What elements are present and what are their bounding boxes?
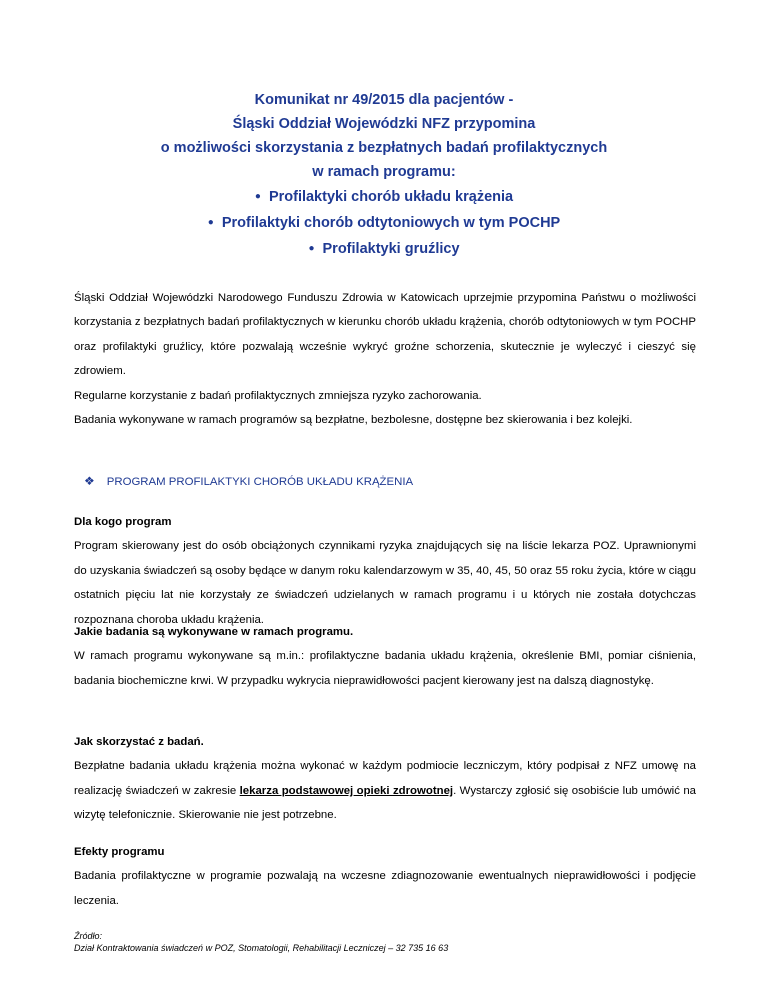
program-heading: ❖ PROGRAM PROFILAKTYKI CHORÓB UKŁADU KRĄŻENIA [84,474,414,488]
poz-link[interactable]: lekarza podstawowej opieki zdrowotnej [239,784,454,797]
who-text: Program skierowany jest do osób obciążonych czynnikami ryzyka znajdujących się na liście lekarza POZ. Uprawnionymi do uzyskania świadczeń są osoby będące w danym roku kalendarzowym w 35, 40, 45, 50 oraz 55 roku życia, które w ciągu ostatnich pięciu lat nie korzystały ze świadczeń udzielanych w ramach programu i u których nie została dotychczas rozpoznana choroba układu krążenia. [74,540,696,626]
bullet-icon: ● [308,243,315,254]
announcement-header [74,88,694,262]
tests-text: W ramach programu wykonywane są m.in.: profilaktyczne badania układu krążenia, określenie BMI, pomiar ciśnienia, badania biochemiczne krwi. W przypadku wykrycia nieprawidłowości pacjent kierowany jest na dalszą diagnostykę. [74,650,696,687]
who-section [74,510,696,632]
intro-paragraph-3: Badania wykonywane w ramach programów są bezpłatne, bezbolesne, dostępne bez skierowania i bez kolejki. [74,414,633,427]
program-list-item: ● Profilaktyki chorób układu krążenia [254,189,514,205]
tests-section [74,620,696,693]
bullet-icon: ● [254,191,261,202]
program-list [74,184,694,262]
tests-title: Jakie badania są wykonywane w ramach programu. [74,626,354,638]
footer-department: Dział Kontraktowania świadczeń w POZ, Stomatologii, Rehabilitacji Leczniczej – 32 735 16 63 [74,943,449,953]
intro-section [74,286,696,432]
diamond-bullet-icon: ❖ [84,474,95,488]
how-title: Jak skorzystać z badań. [74,736,204,748]
header-line-4: w ramach programu: [312,164,456,180]
intro-paragraph-2: Regularne korzystanie z badań profilaktycznych zmniejsza ryzyko zachorowania. [74,389,482,402]
intro-paragraph-1: Śląski Oddział Wojewódzki Narodowego Funduszu Zdrowia w Katowicach uprzejmie przypomina Państwu o możliwości korzystania z bezpłatnych badań profilaktycznych w kierunku chorób układu krążenia, chorób odtytoniowych w tym POCHP oraz profilaktyki gruźlicy, które pozwalają wcześnie wykryć groźne schorzenia, skutecznie je wyleczyć i cieszyć się zdrowiem. [74,292,696,378]
header-line-1: Komunikat nr 49/2015 dla pacjentów - [254,92,514,108]
effects-text: Badania profilaktyczne w programie pozwalają na wczesne zdiagnozowanie ewentualnych nieprawidłowości i podjęcie leczenia. [74,870,696,907]
bullet-icon: ● [207,217,214,228]
effects-section [74,840,696,913]
program-list-item: ● Profilaktyki gruźlicy [308,241,460,257]
footer-label: Źródło: [74,931,103,941]
effects-title: Efekty programu [74,846,165,858]
who-title: Dla kogo program [74,516,172,528]
header-line-3: o możliwości skorzystania z bezpłatnych badań profilaktycznych [160,140,608,156]
program-list-item: ● Profilaktyki chorób odtytoniowych w tym POCHP [207,215,561,231]
how-text: Bezpłatne badania układu krążenia można wykonać w każdym podmiocie leczniczym, który podpisał z NFZ umowę na realizację świadczeń w zakresie lekarza podstawowej opieki zdrowotnej. Wystarczy zgłosić się osobiście lub umówić na wizytę telefonicznie. Skierowanie nie jest potrzebne. [74,760,696,822]
header-line-2: Śląski Oddział Wojewódzki NFZ przypomina [232,116,536,132]
how-section [74,730,696,828]
source-footer [74,930,448,954]
